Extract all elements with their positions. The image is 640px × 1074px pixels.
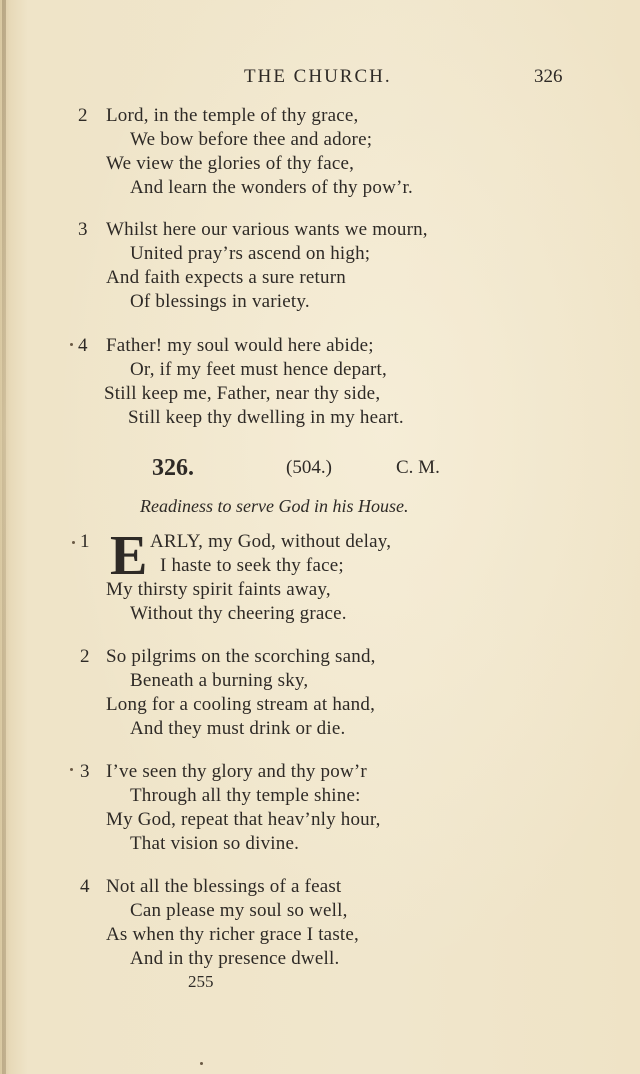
verse-line: Whilst here our various wants we mourn,: [106, 219, 428, 240]
verse-number: 3: [80, 761, 90, 782]
hymn-meter: C. M.: [396, 457, 440, 478]
verse-line: So pilgrims on the scorching sand,: [106, 646, 376, 667]
verse-number: 4: [80, 876, 90, 897]
verse-line: We view the glories of thy face,: [106, 153, 355, 174]
verse-number: 3: [78, 219, 88, 240]
verse-line: And learn the wonders of thy pow’r.: [130, 177, 413, 198]
verse-number: 2: [78, 105, 88, 126]
drop-cap: E: [110, 525, 148, 587]
verse-line: As when thy richer grace I taste,: [106, 924, 359, 945]
verse-line: Still keep thy dwelling in my heart.: [128, 407, 404, 428]
verse-line: My thirsty spirit faints away,: [106, 579, 331, 600]
verse-line: We bow before thee and adore;: [130, 129, 373, 150]
verse-line: I’ve seen thy glory and thy pow’r: [106, 761, 367, 782]
hymn-number: 326.: [152, 455, 194, 481]
running-title: THE CHURCH.: [244, 66, 392, 87]
paper-speck: [70, 768, 73, 771]
hymn-title: Readiness to serve God in his House.: [140, 496, 409, 516]
verse-line: Or, if my feet must hence depart,: [130, 359, 387, 380]
verse-line: And in thy presence dwell.: [130, 948, 340, 969]
verse-number: 4: [78, 335, 88, 356]
verse-line: Still keep me, Father, near thy side,: [104, 383, 381, 404]
verse-number: 2: [80, 646, 90, 667]
verse-line: My God, repeat that heav’nly hour,: [106, 809, 381, 830]
verse-line: Of blessings in variety.: [130, 291, 310, 312]
paper-speck: [70, 343, 73, 346]
page-number: 326: [534, 66, 563, 87]
page-gutter-edge: [2, 0, 6, 1074]
verse-line: And they must drink or die.: [130, 718, 346, 739]
verse-line: Through all thy temple shine:: [130, 785, 361, 806]
verse-line: United pray’rs ascend on high;: [130, 243, 371, 264]
verse-line: Without thy cheering grace.: [130, 603, 347, 624]
verse-line: Long for a cooling stream at hand,: [106, 694, 376, 715]
verse-line: Can please my soul so well,: [130, 900, 348, 921]
hymn-reference: (504.): [286, 457, 332, 478]
verse-line: I haste to seek thy face;: [160, 555, 344, 576]
verse-line: Not all the blessings of a feast: [106, 876, 342, 897]
verse-line: ARLY, my God, without delay,: [150, 531, 392, 552]
verse-line: Father! my soul would here abide;: [106, 335, 374, 356]
verse-line: Beneath a burning sky,: [130, 670, 309, 691]
signature-mark: 255: [188, 972, 214, 991]
verse-number: 1: [80, 531, 90, 552]
verse-line: That vision so divine.: [130, 833, 300, 854]
paper-speck: [200, 1062, 203, 1065]
verse-line: Lord, in the temple of thy grace,: [106, 105, 359, 126]
paper-speck: [72, 541, 75, 544]
verse-line: And faith expects a sure return: [106, 267, 346, 288]
